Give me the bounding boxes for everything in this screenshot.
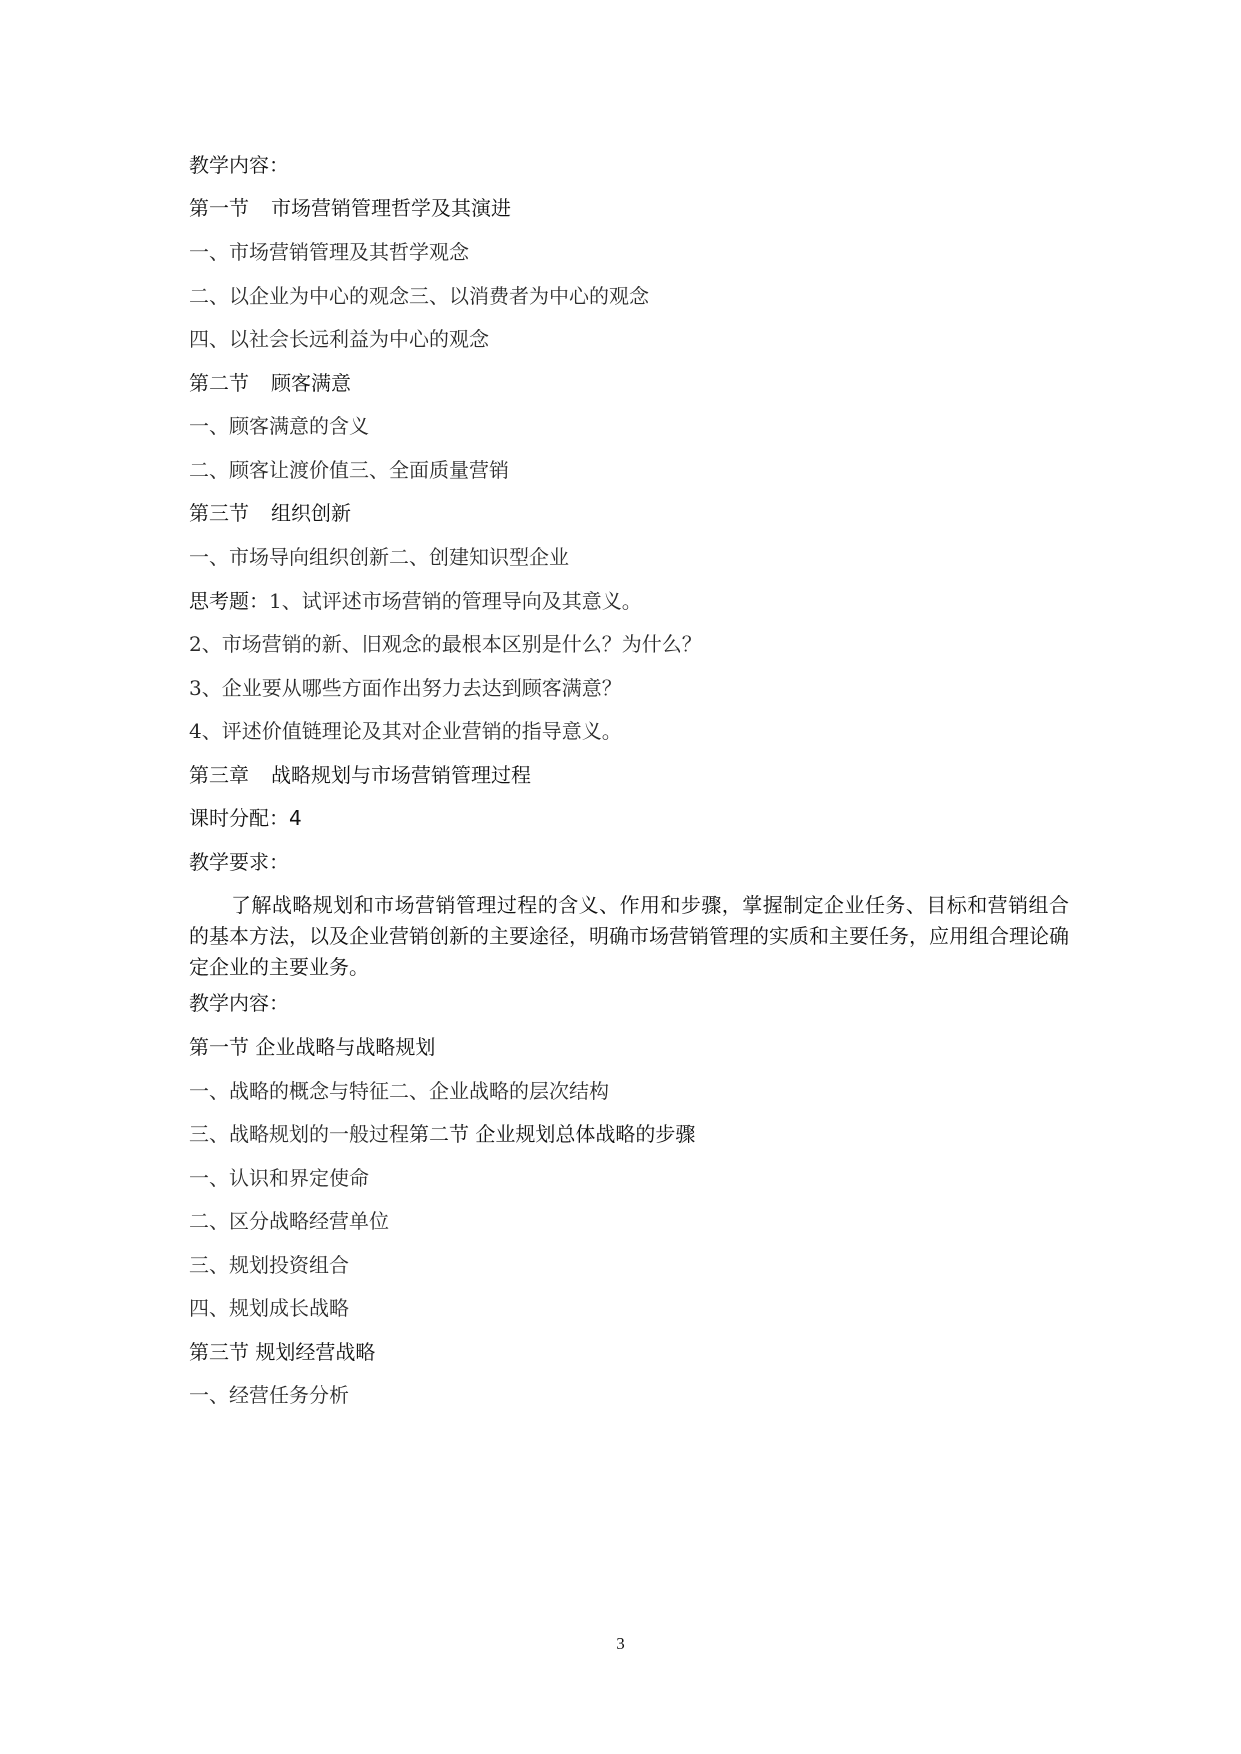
section-number: 第一节 <box>189 196 249 220</box>
section-heading: 第二节 企业规划总体战略的步骤 <box>409 1122 696 1146</box>
section-title: 组织创新 <box>271 501 351 525</box>
question-text: 3、企业要从哪些方面作出努力去达到顾客满意？ <box>189 676 622 700</box>
hours-label: 课时分配：4 <box>189 806 302 830</box>
section-title: 市场营销管理哲学及其演进 <box>271 196 511 220</box>
list-item: 二、区分战略经营单位 <box>189 1209 389 1233</box>
list-item: 一、顾客满意的含义 <box>189 414 369 438</box>
chapter-title: 战略规划与市场营销管理过程 <box>271 763 531 787</box>
page-number: 3 <box>616 1634 625 1653</box>
section-number: 第二节 <box>189 371 249 395</box>
list-item: 一、战略的概念与特征二、企业战略的层次结构 <box>189 1079 609 1103</box>
question-text: 4、评述价值链理论及其对企业营销的指导意义。 <box>189 719 622 743</box>
requirements-paragraph: 了解战略规划和市场营销管理过程的含义、作用和步骤，掌握制定企业任务、目标和营销组合的基本方法，以及企业营销创新的主要途径，明确市场营销管理的实质和主要任务，应用组合理论确定企业的主要业务。 <box>189 893 1069 979</box>
teaching-content-label: 教学内容： <box>189 991 289 1015</box>
list-item: 一、市场营销管理及其哲学观念 <box>189 240 469 264</box>
section-heading <box>189 500 351 526</box>
section-heading: 第一节 企业战略与战略规划 <box>189 1035 436 1059</box>
chapter-number: 第三章 <box>189 763 249 787</box>
list-item: 四、以社会长远利益为中心的观念 <box>189 327 489 351</box>
list-item: 一、市场导向组织创新二、创建知识型企业 <box>189 545 569 569</box>
list-item: 三、战略规划的一般过程 <box>189 1122 409 1146</box>
question-text: 1、试评述市场营销的管理导向及其意义。 <box>269 589 642 613</box>
section-number: 第三节 <box>189 501 249 525</box>
section-heading <box>189 195 511 221</box>
section-title: 顾客满意 <box>271 371 351 395</box>
mixed-line <box>189 1121 695 1148</box>
list-item: 四、规划成长战略 <box>189 1296 349 1320</box>
list-item: 三、规划投资组合 <box>189 1253 349 1277</box>
section-heading: 第三节 规划经营战略 <box>189 1340 376 1364</box>
chapter-heading <box>189 762 531 788</box>
list-item: 一、经营任务分析 <box>189 1383 349 1407</box>
question-line <box>189 588 642 615</box>
question-text: 2、市场营销的新、旧观念的最根本区别是什么？为什么？ <box>189 632 702 656</box>
list-item: 一、认识和界定使命 <box>189 1166 369 1190</box>
teaching-content-label: 教学内容： <box>189 153 289 177</box>
section-heading <box>189 370 351 396</box>
list-item: 二、以企业为中心的观念三、以消费者为中心的观念 <box>189 284 649 308</box>
list-item: 二、顾客让渡价值三、全面质量营销 <box>189 458 509 482</box>
requirements-label: 教学要求： <box>189 850 289 874</box>
questions-label: 思考题： <box>189 589 269 613</box>
